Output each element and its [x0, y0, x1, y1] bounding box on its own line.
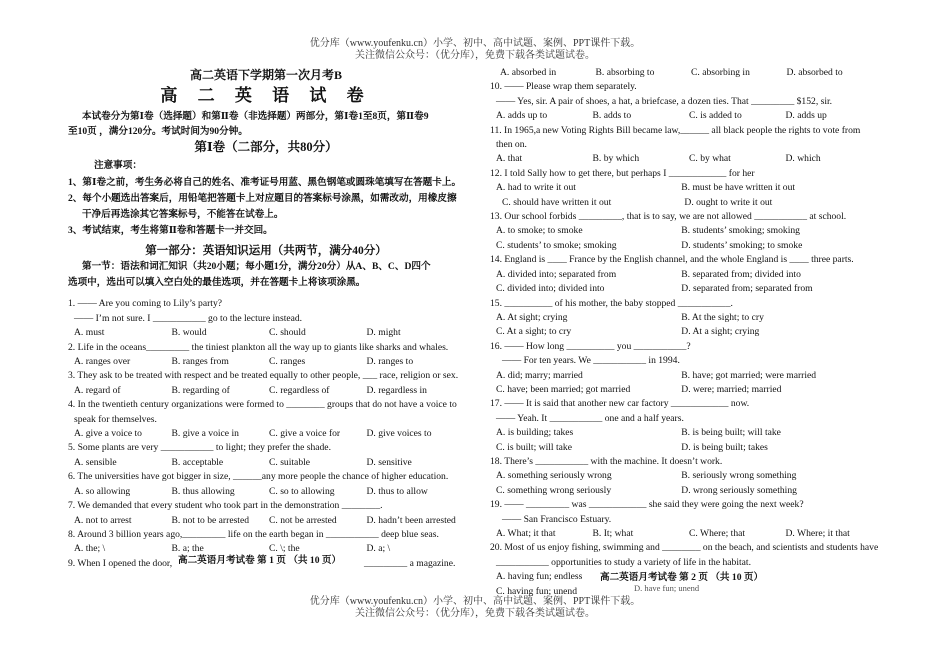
q16-stem: 16. —— How long __________ you ___________?	[490, 340, 691, 352]
q5-option-b[interactable]: B. acceptable	[171, 456, 224, 468]
q1-reply: —— I’m not sure. I ___________ go to the lecture instead.	[74, 312, 303, 324]
volume1-title: 第Ⅰ卷（二部分，共80分）	[194, 140, 338, 154]
q18-stem: 18. There’s ___________ with the machine. It doesn’t work.	[490, 455, 723, 467]
q11-option-c[interactable]: C. by what	[689, 153, 731, 165]
q11-option-d[interactable]: D. which	[785, 153, 821, 165]
q6-stem: 6. The universities have got bigger in size, ______any more people the chance of higher education.	[68, 471, 449, 483]
watermark-bottom	[0, 596, 950, 620]
q12-options-cd	[490, 196, 882, 210]
q19-reply: —— San Francisco Estuary.	[502, 513, 612, 525]
q11-option-b[interactable]: B. by which	[592, 153, 640, 165]
q15-option-c[interactable]: C. At a sight; to cry	[496, 326, 572, 338]
q16-option-a[interactable]: A. did; marry; married	[496, 369, 583, 381]
q8-option-d[interactable]: D. a; \	[366, 543, 391, 555]
q7-option-a[interactable]: A. not to arrest	[74, 514, 132, 526]
q16-options-cd	[490, 383, 882, 397]
q4-option-c[interactable]: C. give a voice for	[269, 428, 341, 440]
q14-options-cd	[490, 282, 882, 296]
q13-option-d[interactable]: D. students’ smoking; to smoke	[681, 239, 803, 251]
q5-option-a[interactable]: A. sensible	[74, 456, 117, 468]
q7-option-d[interactable]: D. hadn’t been arrested	[366, 514, 456, 526]
q17-options-ab	[490, 426, 882, 440]
q15-option-a[interactable]: A. At sight; crying	[496, 311, 568, 323]
paper-title: 高 二 英 语 试 卷	[160, 86, 372, 105]
q14-option-b[interactable]: B. separated from; divided into	[681, 268, 801, 280]
q6-option-a[interactable]: A. so allowing	[74, 485, 131, 497]
note-2b: 干净后再选涂其它答案标号，不能答在试卷上。	[82, 209, 284, 221]
q1-stem: 1. —— Are you coming to Lily’s party?	[68, 298, 223, 310]
q7-options	[68, 514, 464, 528]
q13-options-cd	[490, 239, 882, 253]
q17-option-b[interactable]: B. is being built; will take	[681, 427, 781, 439]
q16-reply: —— For ten years. We ___________ in 1994.	[502, 355, 680, 367]
q18-option-b[interactable]: B. seriously wrong something	[681, 470, 797, 482]
q12-options-ab	[490, 181, 882, 195]
q16-option-b[interactable]: B. have; got married; were married	[681, 369, 817, 381]
q9-option-a[interactable]: A. absorbed in	[500, 67, 557, 78]
q11-stem: 11. In 1965,a new Voting Rights Bill became law,______ all black people the rights to vote from	[490, 124, 861, 136]
q12-option-d[interactable]: D. ought to write it out	[684, 196, 773, 208]
q4-stem: 4. In the twentieth century organizations were formed to ________ groups that do not have a voice to	[68, 399, 457, 411]
q14-options-ab	[490, 268, 882, 282]
q7-stem: 7. We demanded that every student who took part in the demonstration ________.	[68, 500, 383, 512]
q3-option-d[interactable]: D. regardless in	[366, 384, 427, 396]
q6-option-d[interactable]: D. thus to allow	[366, 485, 428, 497]
q13-option-a[interactable]: A. to smoke; to smoke	[496, 225, 583, 237]
q17-option-c[interactable]: C. is built; will take	[496, 441, 572, 453]
q2-stem: 2. Life in the oceans_________ the tiniest plankton all the way up to giants like sharks and whales.	[68, 341, 449, 353]
q9-row	[68, 554, 464, 571]
q9-option-b[interactable]: B. absorbing to	[595, 67, 655, 78]
note-2a: 2、每个小题选出答案后，用铅笔把答题卡上对应题目的答案标号涂黑，如需改动，用橡皮擦	[68, 193, 457, 205]
q5-stem: 5. Some plants are very ___________ to light; they prefer the shade.	[68, 442, 331, 454]
q18-option-a[interactable]: A. something seriously wrong	[496, 470, 612, 482]
part1-instr1: 第一节：语法和词汇知识（共20小题；每小题1分，满分20分）从A、B、C、D四个	[82, 261, 431, 273]
watermark-line1-bottom: 优分库（www.youfenku.cn）小学、初中、高中试题、案例、PPT课件下载。	[309, 596, 641, 607]
note-3: 3、考试结束，考生将第Ⅱ卷和答题卡一并交回。	[68, 225, 273, 237]
q10-option-b[interactable]: B. adds to	[592, 110, 632, 122]
q6-option-b[interactable]: B. thus allowing	[171, 485, 235, 497]
q15-stem: 15. __________ of his mother, the baby stopped ___________.	[490, 297, 733, 309]
q6-option-c[interactable]: C. so to allowing	[269, 485, 335, 497]
q13-option-b[interactable]: B. students’ smoking; smoking	[681, 225, 800, 237]
watermark-line2: 关注微信公众号：（优分库），免费下载各类试题试卷。	[355, 50, 595, 61]
q8-option-c[interactable]: C. \; the	[269, 543, 300, 555]
q10-reply: —— Yes, sir. A pair of shoes, a hat, a briefcase, a dozen ties. That _________ $152, sir.	[496, 95, 833, 107]
q16-option-d[interactable]: D. were; married; married	[681, 383, 782, 395]
q2-option-c[interactable]: C. ranges	[269, 356, 306, 368]
q20-option-c[interactable]: C. having fun; unend	[496, 585, 578, 597]
q20-stem-cont: ___________ opportunities to study a variety of life in the habitat.	[496, 556, 751, 568]
q19-options	[490, 527, 882, 541]
q5-option-d[interactable]: D. sensitive	[366, 456, 412, 468]
q4-stem-cont: speak for themselves.	[74, 413, 157, 425]
q15-options-cd	[490, 325, 882, 339]
q7-option-b[interactable]: B. not to be arrested	[171, 514, 250, 526]
q12-option-b[interactable]: B. must be have written it out	[681, 182, 796, 194]
q13-options-ab	[490, 224, 882, 238]
q9-option-d[interactable]: D. absorbed to	[786, 67, 843, 78]
q19-option-d[interactable]: D. Where; it that	[785, 528, 850, 539]
page-number-1: 高二英语月考试卷 第 1 页 （共 10 页）	[178, 554, 342, 566]
q15-options-ab	[490, 311, 882, 325]
q19-option-b[interactable]: B. It; what	[592, 528, 634, 539]
part1-instr2: 选项中，选出可以填入空白处的最佳选项，并在答题卡上将该项涂黑。	[68, 277, 366, 289]
q3-option-b[interactable]: B. regarding of	[171, 384, 230, 396]
q9-option-c[interactable]: C. absorbing in	[691, 67, 750, 78]
q4-option-a[interactable]: A. give a voice to	[74, 428, 142, 440]
q19-option-a[interactable]: A. What; it that	[496, 528, 556, 539]
q9-stem: 9. When I opened the door,	[68, 557, 173, 569]
q3-option-c[interactable]: C. regardless of	[269, 384, 330, 396]
q2-option-b[interactable]: B. ranges from	[171, 356, 229, 368]
q17-stem: 17. —— It is said that another new car factory ____________ now.	[490, 398, 750, 410]
note-1: 1、第Ⅰ卷之前，考生务必将自己的姓名、准考证号用蓝、黑色钢笔或圆珠笔填写在答题卡上。	[68, 177, 462, 189]
q9-options	[490, 66, 882, 80]
q11-option-a[interactable]: A. that	[496, 153, 523, 165]
q16-options-ab	[490, 369, 882, 383]
q2-options	[68, 355, 464, 369]
q20-stem: 20. Most of us enjoy fishing, swimming and ________ on the beach, and scientists and students have	[490, 542, 879, 554]
q17-options-cd	[490, 441, 882, 455]
notes-heading: 注意事项：	[94, 160, 142, 171]
q11-options	[490, 152, 882, 166]
q3-options	[68, 384, 464, 398]
q14-option-a[interactable]: A. divided into; separated from	[496, 268, 617, 280]
q10-option-d[interactable]: D. adds up	[785, 110, 827, 122]
q1-options	[68, 326, 464, 340]
left-page	[68, 64, 464, 571]
q12-option-a[interactable]: A. had to write it out	[496, 182, 576, 194]
q4-option-b[interactable]: B. give a voice in	[171, 428, 239, 440]
q2-option-d[interactable]: D. ranges to	[366, 356, 414, 368]
q1-option-b[interactable]: B. would	[171, 327, 207, 339]
q17-reply: —— Yeah. It ___________ one and a half years.	[496, 412, 684, 424]
q5-options	[68, 456, 464, 470]
q17-option-a[interactable]: A. is building; takes	[496, 427, 574, 439]
intro-line2: 至10页 ，满分120分。考试时间为90分钟。	[68, 126, 248, 137]
q1-option-a[interactable]: A. must	[74, 327, 105, 339]
watermark-line1: 优分库（www.youfenku.cn）小学、初中、高中试题、案例、PPT课件下载。	[309, 38, 641, 49]
q11-stem-cont: then on.	[496, 139, 527, 151]
q20-option-a[interactable]: A. having fun; endless	[496, 571, 583, 583]
q12-option-c[interactable]: C. should have written it out	[502, 196, 612, 208]
q16-option-c[interactable]: C. have; been married; got married	[496, 383, 631, 395]
q13-stem: 13. Our school forbids _________, that is to say, we are not allowed ___________ at school.	[490, 211, 847, 223]
q18-option-d[interactable]: D. wrong seriously something	[681, 484, 797, 496]
q10-stem: 10. —— Please wrap them separately.	[490, 81, 637, 93]
q6-options	[68, 485, 464, 499]
q14-option-c[interactable]: C. divided into; divided into	[496, 283, 605, 295]
q15-option-d[interactable]: D. At a sight; crying	[681, 326, 760, 338]
q9-stem-end: _________ a magazine.	[364, 557, 456, 569]
q10-option-a[interactable]: A. adds up to	[496, 110, 548, 122]
watermark-line2-bottom: 关注微信公众号：（优分库），免费下载各类试题试卷。	[355, 608, 595, 619]
q14-option-d[interactable]: D. separated from; separated from	[681, 283, 813, 295]
exam-title: 高二英语下学期第一次月考B	[189, 68, 342, 82]
part1-title: 第一部分：英语知识运用（共两节，满分40分）	[145, 245, 387, 258]
q8-option-b[interactable]: B. a; the	[171, 543, 204, 555]
q19-option-c[interactable]: C. Where; that	[689, 528, 746, 539]
q3-stem: 3. They ask to be treated with respect and be treated equally to other people, ___ race, religion or sex.	[68, 370, 459, 382]
q4-option-d[interactable]: D. give voices to	[366, 428, 432, 440]
watermark-top	[0, 38, 950, 62]
q7-option-c[interactable]: C. not be arrested	[269, 514, 337, 526]
q20-option-d[interactable]: D. have fun; unend	[634, 582, 700, 593]
q1-option-c[interactable]: C. should	[269, 327, 306, 339]
q18-options-ab	[490, 469, 882, 483]
q15-option-b[interactable]: B. At the sight; to cry	[681, 311, 764, 323]
page-number-2: 高二英语月考试卷 第 2 页 （共 10 页）	[600, 572, 764, 584]
q18-options-cd	[490, 484, 882, 498]
right-page	[490, 66, 882, 599]
q13-option-c[interactable]: C. students’ to smoke; smoking	[496, 239, 617, 251]
q4-options	[68, 427, 464, 441]
q12-stem: 12. I told Sally how to get there, but perhaps I ____________ for her	[490, 167, 755, 179]
q2-option-a[interactable]: A. ranges over	[74, 356, 131, 368]
q18-option-c[interactable]: C. something wrong seriously	[496, 484, 612, 496]
q3-option-a[interactable]: A. regard of	[74, 384, 121, 396]
q17-option-d[interactable]: D. is being built; takes	[681, 441, 768, 453]
q8-stem: 8. Around 3 billion years ago,_________ life on the earth began in ___________ deep blue seas.	[68, 528, 439, 540]
q5-option-c[interactable]: C. suitable	[269, 456, 311, 468]
q1-option-d[interactable]: D. might	[366, 327, 401, 339]
q14-stem: 14. England is ____ France by the English channel, and the whole England is ____ three parts.	[490, 254, 854, 266]
q19-stem: 19. —— _________ was ____________ she said they were going the next week?	[490, 499, 804, 511]
q10-options	[490, 109, 882, 123]
q10-option-c[interactable]: C. is added to	[689, 110, 742, 122]
q8-option-a[interactable]: A. the; \	[74, 543, 106, 555]
intro-line1: 本试卷分为第Ⅰ卷（选择题）和第Ⅱ卷（非选择题）两部分，第Ⅰ卷1至8页，第Ⅱ卷9	[82, 111, 429, 122]
